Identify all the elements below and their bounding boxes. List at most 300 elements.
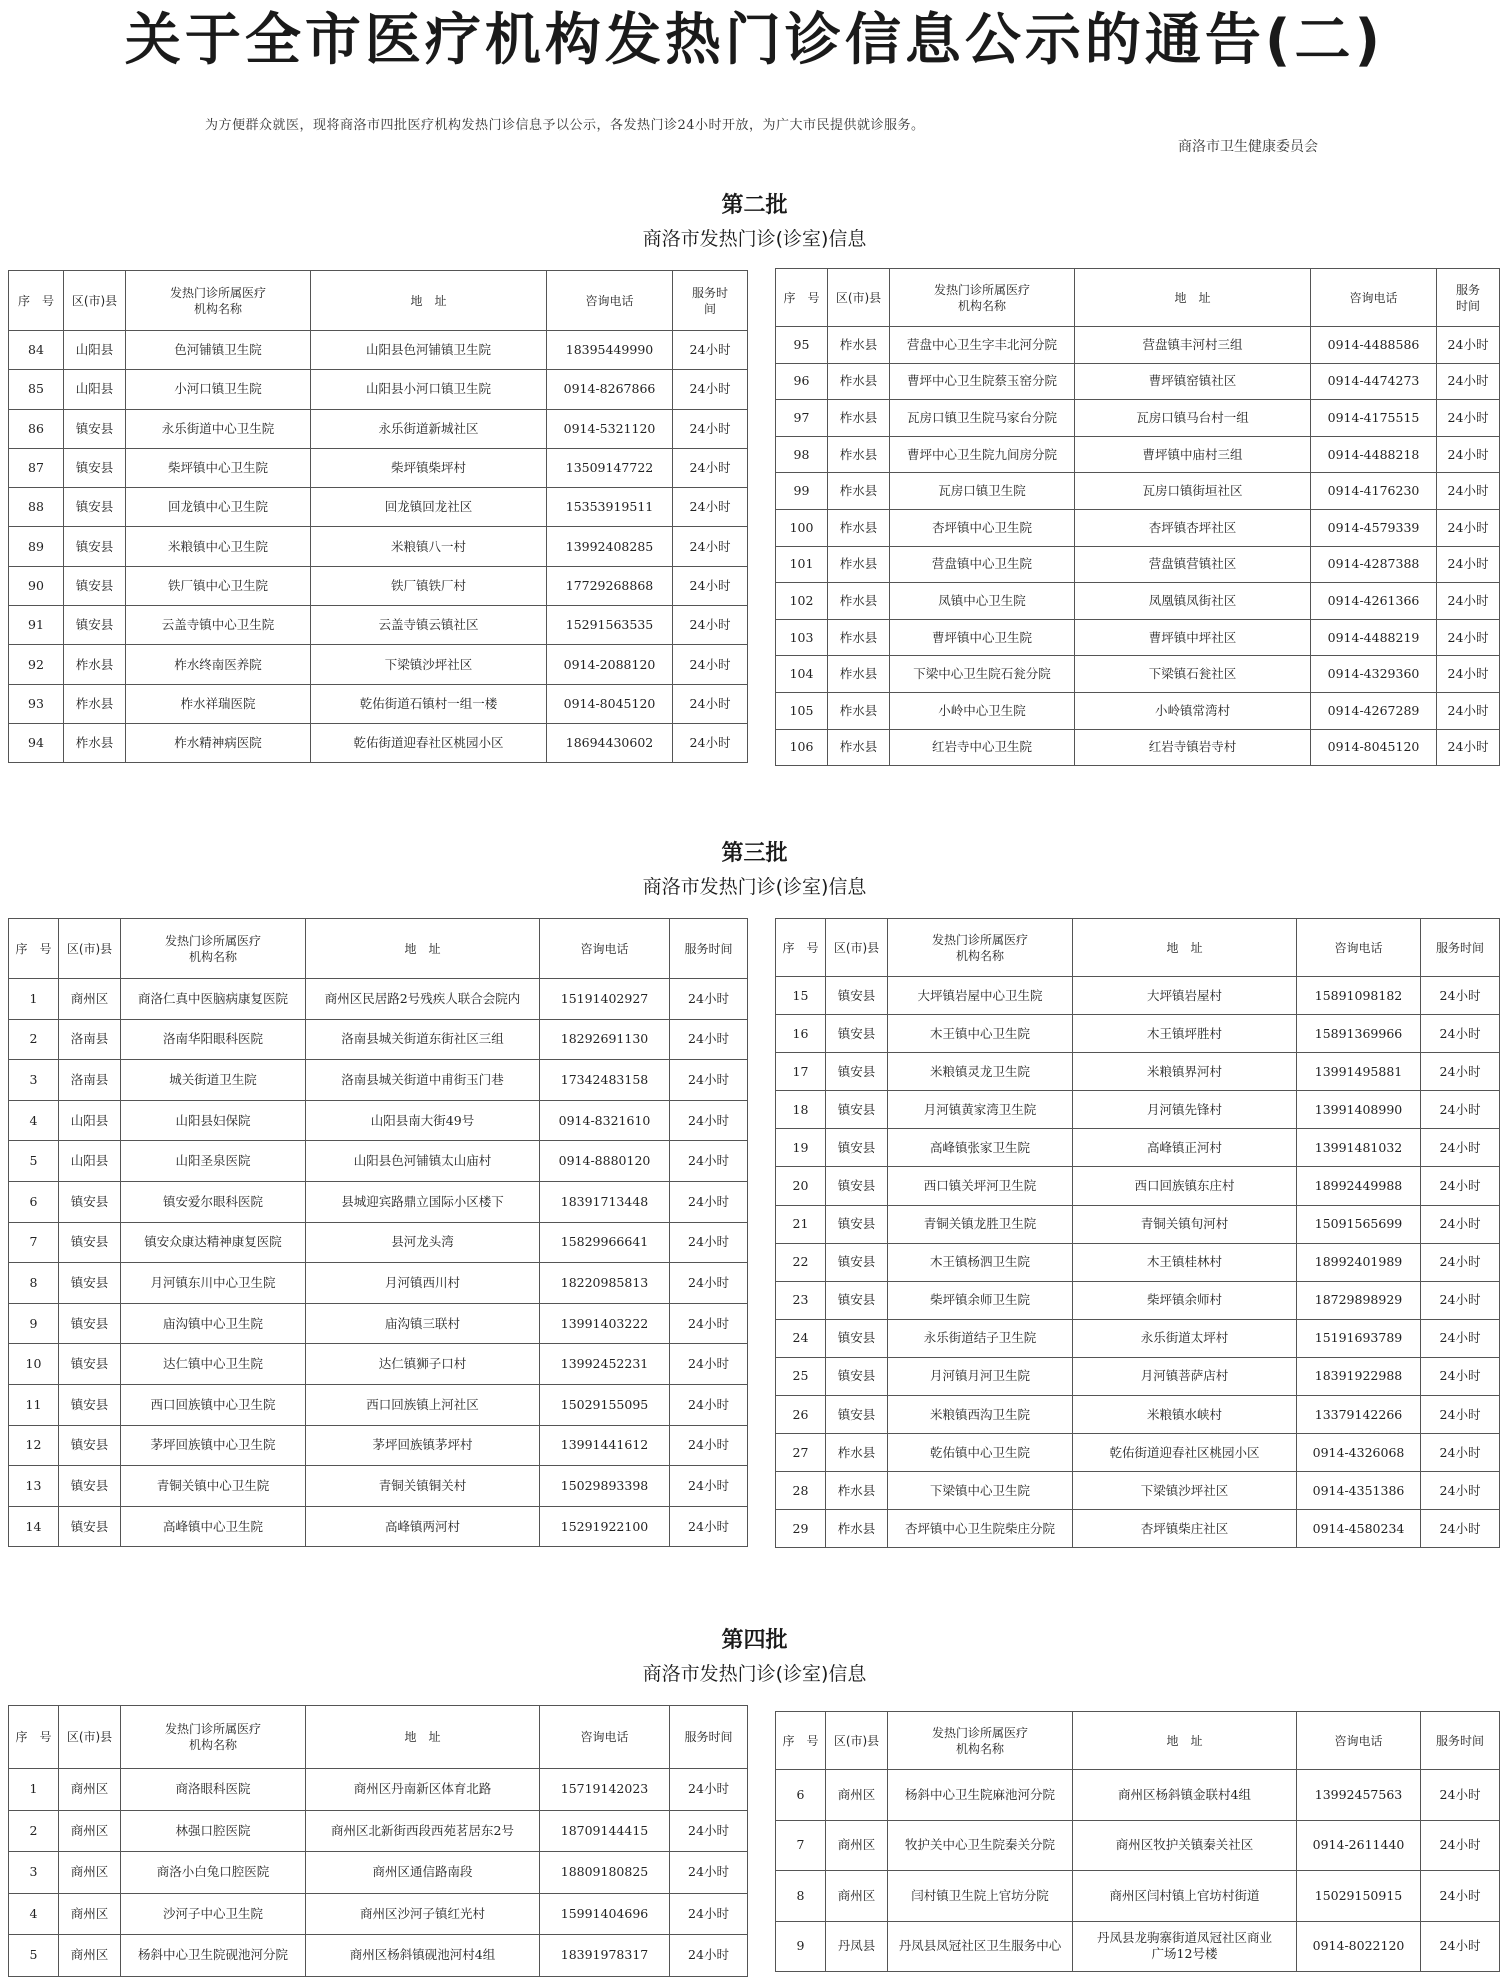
header-address: 地 址 bbox=[306, 1706, 540, 1769]
cell-county: 商州区 bbox=[59, 1852, 121, 1894]
cell-address: 县城迎宾路鼎立国际小区楼下 bbox=[306, 1181, 540, 1222]
page-title: 关于全市医疗机构发热门诊信息公示的通告(二) bbox=[124, 8, 1385, 73]
cell-org: 柞水精神病医院 bbox=[126, 723, 311, 762]
cell-address: 洛南县城关街道东街社区三组 bbox=[306, 1019, 540, 1060]
cell-phone: 0914-4474273 bbox=[1311, 363, 1437, 400]
table-row bbox=[9, 1384, 748, 1425]
table-row bbox=[776, 473, 1500, 510]
cell-address: 营盘镇营镇社区 bbox=[1075, 546, 1311, 583]
cell-county: 柞水县 bbox=[828, 509, 890, 546]
cell-county: 镇安县 bbox=[826, 1243, 888, 1281]
cell-address: 青铜关镇铜关村 bbox=[306, 1466, 540, 1507]
cell-address: 曹坪镇窑镇社区 bbox=[1075, 363, 1311, 400]
intro-text: 为方便群众就医，现将商洛市四批医疗机构发热门诊信息予以公示，各发热门诊24小时开放，为广大市民提供就诊服务。 bbox=[205, 118, 925, 133]
cell-seq: 1 bbox=[9, 979, 59, 1020]
cell-seq: 9 bbox=[776, 1921, 826, 1972]
cell-service: 24小时 bbox=[673, 448, 748, 487]
cell-county: 镇安县 bbox=[826, 1129, 888, 1167]
cell-county: 柞水县 bbox=[828, 729, 890, 766]
cell-org: 高峰镇中心卫生院 bbox=[121, 1506, 306, 1547]
header-phone: 咨询电话 bbox=[547, 271, 673, 331]
cell-service: 24小时 bbox=[673, 723, 748, 762]
header-county: 区(市)县 bbox=[59, 1706, 121, 1769]
table-row bbox=[776, 1434, 1500, 1472]
header-address: 地 址 bbox=[311, 271, 547, 331]
cell-service: 24小时 bbox=[670, 1019, 748, 1060]
cell-county: 洛南县 bbox=[59, 1060, 121, 1101]
cell-seq: 27 bbox=[776, 1434, 826, 1472]
cell-service: 24小时 bbox=[1421, 1472, 1500, 1510]
cell-phone: 15191693789 bbox=[1297, 1319, 1421, 1357]
cell-county: 镇安县 bbox=[826, 977, 888, 1015]
cell-phone: 0914-4261366 bbox=[1311, 583, 1437, 620]
cell-phone: 0914-8045120 bbox=[1311, 729, 1437, 766]
cell-service: 24小时 bbox=[1437, 583, 1500, 620]
cell-org: 杏坪镇中心卫生院柴庄分院 bbox=[888, 1510, 1073, 1548]
cell-org: 牧护关中心卫生院秦关分院 bbox=[888, 1820, 1073, 1871]
table-row bbox=[776, 1472, 1500, 1510]
cell-service: 24小时 bbox=[673, 566, 748, 605]
cell-seq: 103 bbox=[776, 619, 828, 656]
table-row bbox=[9, 1100, 748, 1141]
cell-phone: 0914-4175515 bbox=[1311, 400, 1437, 437]
table-header-row bbox=[776, 269, 1500, 327]
cell-phone: 0914-4287388 bbox=[1311, 546, 1437, 583]
header-org: 发热门诊所属医疗机构名称 bbox=[126, 271, 311, 331]
cell-phone: 13991481032 bbox=[1297, 1129, 1421, 1167]
cell-seq: 99 bbox=[776, 473, 828, 510]
cell-county: 镇安县 bbox=[59, 1466, 121, 1507]
cell-county: 山阳县 bbox=[59, 1141, 121, 1182]
cell-address: 高峰镇正河村 bbox=[1073, 1129, 1297, 1167]
cell-org: 瓦房口镇卫生院马家台分院 bbox=[890, 400, 1075, 437]
cell-seq: 21 bbox=[776, 1205, 826, 1243]
cell-seq: 94 bbox=[9, 723, 64, 762]
cell-address: 柴坪镇柴坪村 bbox=[311, 448, 547, 487]
cell-phone: 18292691130 bbox=[540, 1019, 670, 1060]
cell-phone: 15291563535 bbox=[547, 606, 673, 645]
cell-org: 柞水祥瑞医院 bbox=[126, 684, 311, 723]
cell-address: 达仁镇狮子口村 bbox=[306, 1344, 540, 1385]
cell-service: 24小时 bbox=[673, 331, 748, 370]
cell-phone: 13379142266 bbox=[1297, 1396, 1421, 1434]
cell-seq: 3 bbox=[9, 1852, 59, 1894]
batch-table-left bbox=[8, 1705, 748, 1977]
cell-service: 24小时 bbox=[670, 1344, 748, 1385]
cell-org: 永乐街道中心卫生院 bbox=[126, 409, 311, 448]
header-seq: 序 号 bbox=[9, 919, 59, 979]
cell-service: 24小时 bbox=[670, 1810, 748, 1852]
table-row bbox=[9, 409, 748, 448]
cell-org: 杏坪镇中心卫生院 bbox=[890, 509, 1075, 546]
cell-phone: 0914-8022120 bbox=[1297, 1921, 1421, 1972]
header-service: 服务时间 bbox=[673, 271, 748, 331]
cell-service: 24小时 bbox=[1421, 1205, 1500, 1243]
cell-phone: 0914-5321120 bbox=[547, 409, 673, 448]
batch-title: 第四批 bbox=[721, 1627, 788, 1653]
cell-county: 镇安县 bbox=[826, 1205, 888, 1243]
cell-phone: 15891098182 bbox=[1297, 977, 1421, 1015]
cell-org: 镇安爱尔眼科医院 bbox=[121, 1181, 306, 1222]
cell-seq: 11 bbox=[9, 1384, 59, 1425]
header-service: 服务时间 bbox=[670, 1706, 748, 1769]
cell-county: 镇安县 bbox=[826, 1319, 888, 1357]
cell-phone: 13991441612 bbox=[540, 1425, 670, 1466]
batch-table-left bbox=[8, 918, 748, 1547]
cell-service: 24小时 bbox=[1437, 546, 1500, 583]
table-row bbox=[776, 546, 1500, 583]
cell-county: 洛南县 bbox=[59, 1019, 121, 1060]
header-county: 区(市)县 bbox=[826, 919, 888, 977]
cell-phone: 18391978317 bbox=[540, 1935, 670, 1977]
header-phone: 咨询电话 bbox=[1297, 1712, 1421, 1770]
batch-subtitle: 商洛市发热门诊(诊室)信息 bbox=[642, 1663, 867, 1685]
cell-org: 洛南华阳眼科医院 bbox=[121, 1019, 306, 1060]
table-row bbox=[776, 436, 1500, 473]
cell-county: 柞水县 bbox=[828, 473, 890, 510]
cell-county: 柞水县 bbox=[64, 723, 126, 762]
cell-org: 茅坪回族镇中心卫生院 bbox=[121, 1425, 306, 1466]
cell-address: 县河龙头湾 bbox=[306, 1222, 540, 1263]
table-header-row bbox=[9, 1706, 748, 1769]
cell-service: 24小时 bbox=[1421, 977, 1500, 1015]
cell-org: 月河镇黄家湾卫生院 bbox=[888, 1091, 1073, 1129]
cell-service: 24小时 bbox=[670, 1222, 748, 1263]
cell-county: 商州区 bbox=[59, 979, 121, 1020]
cell-address: 茅坪回族镇茅坪村 bbox=[306, 1425, 540, 1466]
cell-seq: 15 bbox=[776, 977, 826, 1015]
cell-address: 月河镇菩萨店村 bbox=[1073, 1357, 1297, 1395]
cell-address: 杏坪镇杏坪社区 bbox=[1075, 509, 1311, 546]
cell-county: 商州区 bbox=[59, 1769, 121, 1811]
table-row bbox=[9, 979, 748, 1020]
cell-service: 24小时 bbox=[673, 370, 748, 409]
header-seq: 序 号 bbox=[9, 271, 64, 331]
cell-phone: 18694430602 bbox=[547, 723, 673, 762]
cell-seq: 84 bbox=[9, 331, 64, 370]
cell-county: 柞水县 bbox=[828, 583, 890, 620]
cell-service: 24小时 bbox=[1421, 1770, 1500, 1821]
cell-phone: 18391922988 bbox=[1297, 1357, 1421, 1395]
cell-service: 24小时 bbox=[1421, 1167, 1500, 1205]
cell-service: 24小时 bbox=[670, 1852, 748, 1894]
cell-phone: 0914-2611440 bbox=[1297, 1820, 1421, 1871]
cell-county: 商州区 bbox=[826, 1820, 888, 1871]
table-row bbox=[776, 619, 1500, 656]
cell-service: 24小时 bbox=[673, 645, 748, 684]
cell-org: 山阳圣泉医院 bbox=[121, 1141, 306, 1182]
header-address: 地 址 bbox=[1073, 1712, 1297, 1770]
cell-seq: 5 bbox=[9, 1935, 59, 1977]
table-row bbox=[776, 656, 1500, 693]
cell-address: 庙沟镇三联村 bbox=[306, 1303, 540, 1344]
cell-service: 24小时 bbox=[670, 1506, 748, 1547]
cell-county: 镇安县 bbox=[826, 1091, 888, 1129]
cell-phone: 15829966641 bbox=[540, 1222, 670, 1263]
header-service: 服务时间 bbox=[1421, 919, 1500, 977]
cell-county: 山阳县 bbox=[59, 1100, 121, 1141]
cell-seq: 87 bbox=[9, 448, 64, 487]
cell-service: 24小时 bbox=[1421, 1091, 1500, 1129]
cell-phone: 0914-4351386 bbox=[1297, 1472, 1421, 1510]
batch-table-left bbox=[8, 270, 748, 763]
cell-service: 24小时 bbox=[670, 1893, 748, 1935]
table-row bbox=[776, 1205, 1500, 1243]
cell-county: 柞水县 bbox=[828, 363, 890, 400]
cell-county: 柞水县 bbox=[826, 1434, 888, 1472]
cell-phone: 15091565699 bbox=[1297, 1205, 1421, 1243]
cell-service: 24小时 bbox=[670, 1303, 748, 1344]
cell-seq: 8 bbox=[9, 1263, 59, 1304]
cell-service: 24小时 bbox=[1421, 1129, 1500, 1167]
cell-service: 24小时 bbox=[1421, 1015, 1500, 1053]
cell-address: 铁厂镇铁厂村 bbox=[311, 566, 547, 605]
cell-seq: 97 bbox=[776, 400, 828, 437]
cell-org: 商洛小白兔口腔医院 bbox=[121, 1852, 306, 1894]
cell-org: 凤镇中心卫生院 bbox=[890, 583, 1075, 620]
cell-service: 24小时 bbox=[1437, 729, 1500, 766]
cell-county: 镇安县 bbox=[64, 488, 126, 527]
cell-address: 乾佑街道迎春社区桃园小区 bbox=[1073, 1434, 1297, 1472]
cell-phone: 18395449990 bbox=[547, 331, 673, 370]
cell-service: 24小时 bbox=[673, 606, 748, 645]
cell-service: 24小时 bbox=[670, 1181, 748, 1222]
header-service: 服务时间 bbox=[1437, 269, 1500, 327]
cell-phone: 0914-4176230 bbox=[1311, 473, 1437, 510]
cell-service: 24小时 bbox=[1421, 1053, 1500, 1091]
cell-seq: 98 bbox=[776, 436, 828, 473]
cell-service: 24小时 bbox=[1421, 1319, 1500, 1357]
table-row bbox=[776, 977, 1500, 1015]
cell-service: 24小时 bbox=[1421, 1510, 1500, 1548]
header-address: 地 址 bbox=[306, 919, 540, 979]
table-row bbox=[9, 331, 748, 370]
cell-county: 镇安县 bbox=[59, 1506, 121, 1547]
cell-phone: 0914-8045120 bbox=[547, 684, 673, 723]
cell-org: 闫村镇卫生院上官坊分院 bbox=[888, 1871, 1073, 1922]
cell-county: 镇安县 bbox=[64, 606, 126, 645]
cell-county: 镇安县 bbox=[64, 409, 126, 448]
cell-org: 高峰镇张家卫生院 bbox=[888, 1129, 1073, 1167]
table-header-row bbox=[9, 271, 748, 331]
cell-service: 24小时 bbox=[1437, 400, 1500, 437]
cell-org: 城关街道卫生院 bbox=[121, 1060, 306, 1101]
cell-county: 镇安县 bbox=[59, 1425, 121, 1466]
cell-county: 镇安县 bbox=[826, 1396, 888, 1434]
header-phone: 咨询电话 bbox=[540, 1706, 670, 1769]
table-row bbox=[776, 363, 1500, 400]
cell-county: 镇安县 bbox=[826, 1167, 888, 1205]
cell-county: 丹凤县 bbox=[826, 1921, 888, 1972]
cell-address: 永乐街道新城社区 bbox=[311, 409, 547, 448]
table-row bbox=[776, 729, 1500, 766]
cell-org: 青铜关镇中心卫生院 bbox=[121, 1466, 306, 1507]
cell-phone: 15029893398 bbox=[540, 1466, 670, 1507]
cell-org: 米粮镇灵龙卫生院 bbox=[888, 1053, 1073, 1091]
table-row bbox=[776, 1281, 1500, 1319]
table-row bbox=[776, 1167, 1500, 1205]
cell-org: 米粮镇中心卫生院 bbox=[126, 527, 311, 566]
table-row bbox=[9, 1141, 748, 1182]
cell-org: 庙沟镇中心卫生院 bbox=[121, 1303, 306, 1344]
cell-org: 小河口镇卫生院 bbox=[126, 370, 311, 409]
cell-org: 红岩寺中心卫生院 bbox=[890, 729, 1075, 766]
table-row bbox=[776, 692, 1500, 729]
cell-address: 小岭镇常湾村 bbox=[1075, 692, 1311, 729]
cell-service: 24小时 bbox=[1437, 692, 1500, 729]
cell-county: 柞水县 bbox=[826, 1472, 888, 1510]
cell-org: 下梁中心卫生院石瓮分院 bbox=[890, 656, 1075, 693]
table-row bbox=[776, 1319, 1500, 1357]
cell-service: 24小时 bbox=[673, 527, 748, 566]
cell-seq: 28 bbox=[776, 1472, 826, 1510]
table-header-row bbox=[776, 1712, 1500, 1770]
cell-address: 营盘镇丰河村三组 bbox=[1075, 327, 1311, 364]
table-row bbox=[776, 509, 1500, 546]
cell-address: 杏坪镇柴庄社区 bbox=[1073, 1510, 1297, 1548]
table-row bbox=[9, 1466, 748, 1507]
cell-county: 镇安县 bbox=[59, 1344, 121, 1385]
cell-org: 米粮镇西沟卫生院 bbox=[888, 1396, 1073, 1434]
batch-subtitle: 商洛市发热门诊(诊室)信息 bbox=[642, 228, 867, 250]
cell-service: 24小时 bbox=[670, 1466, 748, 1507]
header-phone: 咨询电话 bbox=[540, 919, 670, 979]
table-row bbox=[776, 1091, 1500, 1129]
cell-address: 曹坪镇中坪社区 bbox=[1075, 619, 1311, 656]
table-row bbox=[9, 1935, 748, 1977]
cell-address: 青铜关镇旬河村 bbox=[1073, 1205, 1297, 1243]
cell-county: 镇安县 bbox=[59, 1263, 121, 1304]
cell-address: 永乐街道太坪村 bbox=[1073, 1319, 1297, 1357]
cell-seq: 4 bbox=[9, 1100, 59, 1141]
cell-seq: 23 bbox=[776, 1281, 826, 1319]
cell-phone: 0914-4580234 bbox=[1297, 1510, 1421, 1548]
cell-address: 山阳县色河铺镇太山庙村 bbox=[306, 1141, 540, 1182]
header-phone: 咨询电话 bbox=[1297, 919, 1421, 977]
cell-phone: 0914-4329360 bbox=[1311, 656, 1437, 693]
table-row bbox=[9, 1506, 748, 1547]
cell-phone: 13992457563 bbox=[1297, 1770, 1421, 1821]
cell-address: 下梁镇沙坪社区 bbox=[1073, 1472, 1297, 1510]
table-row bbox=[9, 1425, 748, 1466]
cell-county: 柞水县 bbox=[828, 400, 890, 437]
cell-county: 柞水县 bbox=[828, 692, 890, 729]
cell-org: 商洛仁真中医脑病康复医院 bbox=[121, 979, 306, 1020]
cell-county: 商州区 bbox=[59, 1893, 121, 1935]
cell-service: 24小时 bbox=[670, 1935, 748, 1977]
cell-phone: 18992401989 bbox=[1297, 1243, 1421, 1281]
cell-org: 青铜关镇龙胜卫生院 bbox=[888, 1205, 1073, 1243]
cell-address: 木王镇坪胜村 bbox=[1073, 1015, 1297, 1053]
cell-county: 柞水县 bbox=[828, 327, 890, 364]
header-org: 发热门诊所属医疗机构名称 bbox=[121, 919, 306, 979]
cell-service: 24小时 bbox=[1421, 1871, 1500, 1922]
cell-phone: 13991495881 bbox=[1297, 1053, 1421, 1091]
cell-seq: 26 bbox=[776, 1396, 826, 1434]
cell-org: 云盖寺镇中心卫生院 bbox=[126, 606, 311, 645]
cell-seq: 2 bbox=[9, 1019, 59, 1060]
cell-org: 瓦房口镇卫生院 bbox=[890, 473, 1075, 510]
table-row bbox=[776, 1243, 1500, 1281]
cell-seq: 101 bbox=[776, 546, 828, 583]
cell-seq: 90 bbox=[9, 566, 64, 605]
cell-seq: 102 bbox=[776, 583, 828, 620]
cell-seq: 25 bbox=[776, 1357, 826, 1395]
cell-seq: 6 bbox=[9, 1181, 59, 1222]
cell-address: 山阳县南大街49号 bbox=[306, 1100, 540, 1141]
cell-service: 24小时 bbox=[670, 1141, 748, 1182]
cell-phone: 15991404696 bbox=[540, 1893, 670, 1935]
cell-phone: 0914-4488218 bbox=[1311, 436, 1437, 473]
cell-org: 西口回族镇中心卫生院 bbox=[121, 1384, 306, 1425]
batch-table-right bbox=[775, 1711, 1500, 1972]
cell-seq: 14 bbox=[9, 1506, 59, 1547]
cell-address: 商州区杨斜镇金联村4组 bbox=[1073, 1770, 1297, 1821]
header-service: 服务时间 bbox=[1421, 1712, 1500, 1770]
cell-service: 24小时 bbox=[1421, 1820, 1500, 1871]
cell-org: 曹坪中心卫生院蔡玉窑分院 bbox=[890, 363, 1075, 400]
header-seq: 序 号 bbox=[9, 1706, 59, 1769]
cell-seq: 13 bbox=[9, 1466, 59, 1507]
cell-seq: 2 bbox=[9, 1810, 59, 1852]
cell-phone: 18992449988 bbox=[1297, 1167, 1421, 1205]
cell-address: 商州区丹南新区体育北路 bbox=[306, 1769, 540, 1811]
cell-seq: 104 bbox=[776, 656, 828, 693]
cell-address: 商州区闫村镇上官坊村街道 bbox=[1073, 1871, 1297, 1922]
header-address: 地 址 bbox=[1073, 919, 1297, 977]
cell-seq: 9 bbox=[9, 1303, 59, 1344]
table-row bbox=[9, 1060, 748, 1101]
cell-service: 24小时 bbox=[1421, 1243, 1500, 1281]
header-seq: 序 号 bbox=[776, 919, 826, 977]
table-row bbox=[9, 1810, 748, 1852]
cell-address: 下梁镇石瓮社区 bbox=[1075, 656, 1311, 693]
cell-seq: 89 bbox=[9, 527, 64, 566]
cell-address: 红岩寺镇岩寺村 bbox=[1075, 729, 1311, 766]
cell-org: 达仁镇中心卫生院 bbox=[121, 1344, 306, 1385]
cell-phone: 18809180825 bbox=[540, 1852, 670, 1894]
cell-service: 24小时 bbox=[673, 684, 748, 723]
table-row bbox=[776, 1129, 1500, 1167]
cell-phone: 13991403222 bbox=[540, 1303, 670, 1344]
cell-address: 米粮镇八一村 bbox=[311, 527, 547, 566]
cell-org: 大坪镇岩屋中心卫生院 bbox=[888, 977, 1073, 1015]
cell-address: 瓦房口镇街垣社区 bbox=[1075, 473, 1311, 510]
cell-address: 商州区通信路南段 bbox=[306, 1852, 540, 1894]
cell-seq: 96 bbox=[776, 363, 828, 400]
cell-seq: 29 bbox=[776, 1510, 826, 1548]
cell-county: 商州区 bbox=[826, 1770, 888, 1821]
cell-service: 24小时 bbox=[1437, 619, 1500, 656]
cell-address: 瓦房口镇马台村一组 bbox=[1075, 400, 1311, 437]
cell-address: 商州区民居路2号残疾人联合会院内 bbox=[306, 979, 540, 1020]
header-seq: 序 号 bbox=[776, 1712, 826, 1770]
cell-seq: 3 bbox=[9, 1060, 59, 1101]
cell-org: 永乐街道结子卫生院 bbox=[888, 1319, 1073, 1357]
cell-service: 24小时 bbox=[1421, 1281, 1500, 1319]
cell-seq: 20 bbox=[776, 1167, 826, 1205]
cell-org: 杨斜中心卫生院麻池河分院 bbox=[888, 1770, 1073, 1821]
table-row bbox=[776, 1770, 1500, 1821]
cell-org: 木王镇中心卫生院 bbox=[888, 1015, 1073, 1053]
table-row bbox=[776, 1396, 1500, 1434]
header-address: 地 址 bbox=[1075, 269, 1311, 327]
cell-county: 镇安县 bbox=[826, 1357, 888, 1395]
cell-seq: 8 bbox=[776, 1871, 826, 1922]
cell-seq: 16 bbox=[776, 1015, 826, 1053]
cell-service: 24小时 bbox=[1437, 509, 1500, 546]
cell-org: 下梁镇中心卫生院 bbox=[888, 1472, 1073, 1510]
